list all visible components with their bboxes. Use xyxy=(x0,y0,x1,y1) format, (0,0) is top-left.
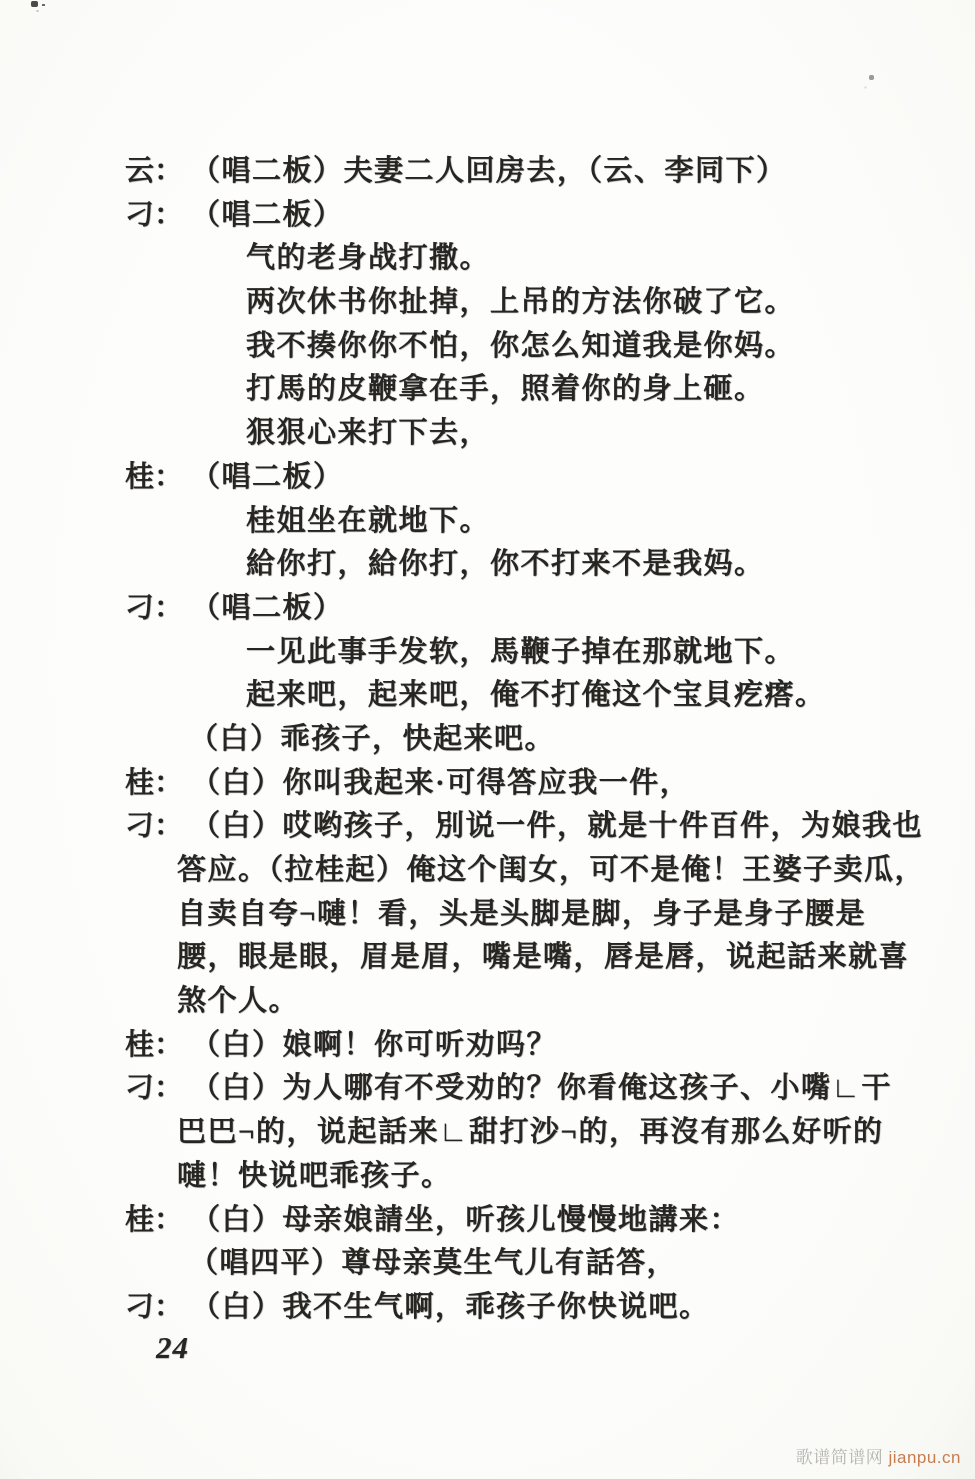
script-line xyxy=(125,1155,955,1199)
script-text-block xyxy=(125,150,955,1330)
speaker-label: 刁： xyxy=(125,1290,184,1323)
script-line xyxy=(125,1024,955,1068)
script-line xyxy=(125,849,955,893)
script-line xyxy=(125,543,955,587)
speaker-label: 桂： xyxy=(125,766,184,799)
script-line xyxy=(125,456,955,500)
script-line xyxy=(125,893,955,937)
line-text: （白）我不生气啊，乖孩子你快说吧。 xyxy=(191,1290,710,1323)
script-line xyxy=(125,281,955,325)
line-text: 桂姐坐在就地下。 xyxy=(246,504,491,537)
line-text: （唱四平）尊母亲莫生气儿有話答， xyxy=(189,1247,678,1280)
scan-artifact xyxy=(869,75,874,80)
script-line xyxy=(125,1199,955,1243)
script-line xyxy=(125,980,955,1024)
script-line xyxy=(125,1111,955,1155)
speaker-label: 桂： xyxy=(125,1028,184,1061)
script-line xyxy=(125,805,955,849)
speaker-label: 刁： xyxy=(125,591,184,624)
line-text: （白）你叫我起来·可得答应我一件， xyxy=(191,766,691,799)
script-line xyxy=(125,325,955,369)
speaker-label: 云： xyxy=(125,155,184,187)
line-text: 打馬的皮鞭拿在手，照着你的身上砸。 xyxy=(246,373,765,406)
script-line xyxy=(125,631,955,675)
line-text: （唱二板） xyxy=(191,460,344,493)
line-text: （唱二板） xyxy=(191,198,344,231)
line-text: （白）乖孩子，快起来吧。 xyxy=(189,722,556,755)
line-text: （白）为人哪有不受劝的？你看俺这孩子、小嘴∟干 xyxy=(191,1072,892,1105)
line-text: 气的老身战打撒。 xyxy=(246,242,491,275)
speaker-label: 桂： xyxy=(125,460,184,493)
script-line xyxy=(125,936,955,980)
speaker-label: 刁： xyxy=(125,810,184,843)
script-line xyxy=(125,237,955,281)
page-number: 24 xyxy=(156,1330,189,1365)
line-text: 自卖自夸¬嗹！看，头是头脚是脚，身子是身子腰是 xyxy=(177,897,867,930)
scan-artifact xyxy=(31,1,38,7)
line-text: 答应。（拉桂起）俺这个闺女，可不是俺！王婆子卖瓜， xyxy=(177,854,926,886)
watermark xyxy=(796,1443,961,1468)
script-line xyxy=(125,150,955,194)
line-text: 給你打，給你打，你不打来不是我妈。 xyxy=(246,548,765,581)
line-text: 一见此事手发软，馬鞭子掉在那就地下。 xyxy=(246,635,796,668)
line-text: 巴巴¬的，说起話来∟甜打沙¬的，再沒有那么好听的 xyxy=(177,1116,884,1149)
script-line xyxy=(125,412,955,456)
script-line xyxy=(125,1067,955,1111)
script-line xyxy=(125,762,955,806)
line-text: 煞个人。 xyxy=(177,985,300,1018)
line-text: （唱二板） xyxy=(191,591,344,624)
line-text: 腰，眼是眼，眉是眉，嘴是嘴，唇是唇，说起話来就喜 xyxy=(177,941,910,974)
speaker-label: 刁： xyxy=(125,198,184,231)
watermark-site-url: jianpu.cn xyxy=(888,1448,961,1467)
script-line xyxy=(125,1286,955,1330)
line-text: 起来吧，起来吧，俺不打俺这个宝貝疙瘩。 xyxy=(246,679,826,712)
script-line xyxy=(125,718,955,762)
line-text: （白）哎哟孩子，別说一件，就是十件百件，为娘我也 xyxy=(191,810,924,843)
script-line xyxy=(125,674,955,718)
line-text: （白）母亲娘請坐，听孩儿慢慢地講来： xyxy=(191,1203,741,1236)
line-text: 我不揍你你不怕，你怎么知道我是你妈。 xyxy=(246,329,796,362)
line-text: （唱二板）夫妻二人回房去，（云、李同下） xyxy=(191,155,787,187)
line-text: 嗹！快说吧乖孩子。 xyxy=(177,1159,452,1192)
line-text: （白）娘啊！你可听劝吗？ xyxy=(191,1028,558,1061)
script-line xyxy=(125,587,955,631)
script-line xyxy=(125,194,955,238)
line-text: 两次休书你扯掉，上吊的方法你破了它。 xyxy=(246,286,796,319)
line-text: 狠狠心来打下去， xyxy=(246,417,491,450)
speaker-label: 桂： xyxy=(125,1203,184,1236)
script-line xyxy=(125,500,955,544)
script-line xyxy=(125,368,955,412)
speaker-label: 刁： xyxy=(125,1072,184,1105)
script-line xyxy=(125,1242,955,1286)
watermark-site-name: 歌谱简谱网 xyxy=(795,1448,884,1467)
